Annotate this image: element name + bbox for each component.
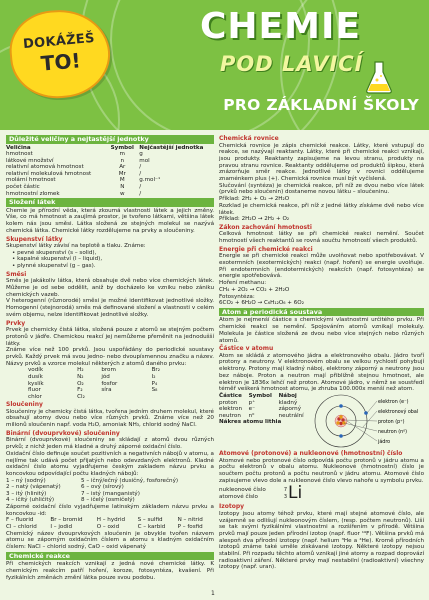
- list-item: • pevné skupenství (s – solid),: [12, 249, 97, 256]
- cell: mol: [139, 157, 150, 164]
- cell: 5 – ičný/ečný (dusičný, fosforečný): [80, 477, 179, 484]
- notation-numbers: [279, 487, 287, 501]
- cell: [152, 394, 178, 401]
- legend-shell: elektronový obal: [378, 410, 419, 415]
- cell: kyslík: [28, 380, 44, 387]
- cell: /: [139, 190, 142, 197]
- cell: /: [139, 184, 142, 191]
- table-header-row: [6, 145, 214, 152]
- cell: 2 – natý (vápenatý): [6, 484, 61, 491]
- page-number: 1: [211, 590, 215, 597]
- table-row: [6, 484, 214, 491]
- cell: H – hydrid: [96, 517, 126, 524]
- table-row: [6, 497, 214, 504]
- cell: 1 – ný (sodný): [6, 477, 46, 484]
- cell: Cl₂: [77, 393, 85, 400]
- particle-table-block: [219, 393, 311, 426]
- paragraph: Při chemických reakcích vznikají z jedná nové chemické látky. K chemickým reakcím patří hoření, koroze, fotosyntéza, kvašení. Při fyzikálních změnách změní látka pouze svou podobu.: [6, 561, 214, 581]
- cell: neutrální: [278, 412, 304, 419]
- cell: Mr: [118, 170, 126, 177]
- cell: I₂: [151, 373, 156, 380]
- cell: látkové množství: [6, 157, 54, 164]
- electron-dot: [339, 404, 343, 408]
- paragraph: Chemie je přírodní věda, která zkoumá vlastnosti látek a jejich změny. Vše, co má hmotnost a zaujímá prostor, je tvořeno látkami, většina látek kolem nás jsou směsi. Látka složená ze stejných molekul se nazývá chemická látka. Chemické látky rozdělujeme na prvky a sloučeniny.: [6, 207, 214, 234]
- atom-model-caption: Nákres atomu lithia: [219, 419, 282, 426]
- cell: neutron: [219, 412, 241, 419]
- page-title: CHEMIE: [200, 6, 361, 47]
- table-row: [28, 387, 178, 394]
- section-title-composition: Složení látek: [6, 198, 214, 207]
- cell: N – nitrid: [177, 517, 203, 524]
- col-header-symbol: Symbol: [248, 393, 272, 399]
- header-banner: [0, 0, 429, 130]
- cell: F₂: [77, 387, 83, 394]
- neutron-dot: [336, 421, 339, 424]
- table-row: [6, 191, 214, 198]
- subheading-mass-conservation: Zákon zachování hmotnosti: [219, 223, 312, 231]
- equation: 6CO₂ + 6H₂O → C₆H₁₂O₆ + 6O₂: [219, 300, 304, 307]
- table-row: [6, 517, 214, 524]
- col-header-symbol: Symbol: [110, 144, 134, 151]
- cell: n⁰: [248, 412, 255, 419]
- paragraph: Celková hmotnost látky se při chemické reakci nemění. Součet hmotností všech reaktantů se rovná součtu hmotností všech produktů.: [219, 231, 424, 245]
- cell: M: [119, 177, 125, 184]
- cell: g: [139, 151, 143, 158]
- cell: [101, 394, 151, 401]
- school-level-title: PRO ZÁKLADNÍ ŠKOLY: [223, 96, 419, 114]
- paragraph: Oxidační číslo definuje součet pozitivních a negativních nábojů v atomu, a nejlíme tak udává počet přijatých nebo odevzdaných elektronů. Kladné oxidační čislo atomu vyjadřujeme českým zakladem názvu prvku a koncovkou odpovídající počtu kladných nábojů:: [6, 450, 214, 477]
- atomic-number: 3: [283, 493, 287, 500]
- page-subtitle: POD LAVICÍ: [220, 52, 364, 76]
- cell: fosfor: [101, 380, 118, 387]
- equation-label: Hoření methanu:: [219, 280, 267, 287]
- cell: brom: [101, 367, 116, 374]
- cell: jód: [101, 373, 110, 380]
- section-title-quantities: Důležité veličiny a nejtastější jednotky: [6, 135, 214, 144]
- legend-neutron: neutron (n⁰): [378, 430, 407, 435]
- right-column: [219, 134, 424, 571]
- cell: H₂: [77, 367, 84, 374]
- table-row: [6, 164, 214, 171]
- elements-table: [28, 367, 178, 400]
- cell: 4 – ičitý (uhličitý): [6, 497, 55, 504]
- cell: síra: [101, 387, 112, 394]
- equation-label: Fotosyntéza:: [219, 293, 255, 300]
- cell: S – sulfid: [137, 517, 163, 524]
- section-title-atom: Atom a periodická soustava: [219, 308, 424, 317]
- oxidation-table: [6, 478, 214, 504]
- cell: /: [139, 164, 142, 171]
- cell: P₄: [151, 380, 158, 387]
- subheading-binary: Binární (dvouprvkové) sloučeniny: [6, 429, 120, 437]
- section-title-reactions: Chemické reakce: [6, 552, 214, 561]
- cell: e⁻: [248, 406, 256, 413]
- table-row: [6, 151, 214, 158]
- subheading-elements: Prvky: [6, 319, 26, 327]
- paragraph: Skupenství látky závisí na teplotě a tlaku. Známe:: [6, 243, 146, 250]
- cell: molární hmotnost: [6, 177, 56, 184]
- subheading-energy: Energie při chemické reakci: [219, 245, 313, 253]
- cell: O – oxid: [96, 523, 120, 530]
- paragraph: Chemický název dvouprvkových sloučenin je obvykle tvořen názvem atomu se záporným oxidačním číslem a atomu s kladným oxidačním číslem: NaCl – chlorid sodný, CaO – oxid vápenatý: [6, 530, 214, 550]
- paragraph: Chemická rovnice je zápis chemické reakce. Látky, které vstupují do reakce, se nazývají reaktanty. Látky, které při chemické reakci vznikají, jsou produkty. Reaktanty zapisujeme na levou stranu, produkty na pravou stranu rovnice. Reaktanty oddělujeme od produktů šipkou, která znázorňuje směr reakce. Jednotlivé látky v rovnici oddělujeme znaménkem plus (+). Chemická rovnice musí být vyčíslená.: [219, 142, 424, 183]
- subheading-compounds: Sloučeniny: [6, 401, 43, 409]
- paragraph: Prvek je chemicky čistá látka, složená pouze z atomů se stejným počtem protonů v jádře. Chemickou reakcí jej nemůžeme přeměnit na jednodušší látky.: [6, 327, 214, 347]
- legend-electron: elektron (e⁻): [378, 400, 409, 405]
- cell: chlor: [28, 393, 42, 400]
- cell: 8 – ičelý (osmičelý): [80, 497, 135, 504]
- cell: P – fosfid: [177, 523, 203, 530]
- flask-icon: [365, 60, 393, 94]
- paragraph: Směs je jakákoliv látka, která obsahuje dvě nebo více chemických látek. Můžeme je od sebe oddělit, aniž by docházelo ke vzniku nebo zániku chemických vazeb.: [6, 278, 214, 298]
- paragraph: Rozklad je chemická reakce, při níž z jedné látky získáme dvě nebo více látek.: [219, 202, 424, 216]
- label-nucleon-number: nukleonové číslo: [219, 487, 266, 494]
- cell: m: [119, 151, 125, 158]
- paragraph: Binární (dvouprvkové) sloučeniny se skládají z atomů dvou různých prvků; z nichž jeden má kladné a druhý záporné oxidační číslo.: [6, 437, 214, 451]
- cell: N: [120, 184, 125, 191]
- legend-nucleus: jádro: [378, 440, 391, 445]
- cell: vodík: [28, 367, 44, 374]
- cell: n: [120, 157, 125, 164]
- cell: 6 – ový (sírový): [80, 484, 124, 491]
- cell: S₈: [151, 387, 158, 394]
- cell: O₂: [77, 380, 84, 387]
- col-header-quantity: Veličina: [6, 144, 31, 151]
- negative-ox-table: [6, 517, 214, 530]
- cell: počet částic: [6, 184, 40, 191]
- lithium-symbol: Li: [288, 483, 303, 504]
- cell: hmotnost: [6, 151, 33, 158]
- cell: záporný: [278, 406, 302, 413]
- quantities-table: [6, 145, 214, 198]
- table-row: [28, 374, 178, 381]
- table-row: [219, 406, 311, 413]
- neutron-dot: [339, 415, 342, 418]
- badge-line-1: DOKÁŽEŠ: [22, 30, 96, 53]
- table-row: [6, 524, 214, 531]
- cell: Br₂: [151, 367, 160, 374]
- paragraph: Atom je nejmenší částice s chemickými vlastnostmi určitého prvku. Při chemické reakci se nemění. Spojováním atomů vznikají molekuly. Molekula je částice složená ze dvou nebo více stejných nebo různých atomů.: [219, 317, 424, 344]
- table-row: [6, 184, 214, 191]
- paragraph: Záporné oxidační číslo vyjadřujeme latinským základem názvu prvku a koncovkou -id:: [6, 503, 214, 517]
- equation: Příklad: 2H₂O → 2H₂ + O₂: [219, 216, 290, 223]
- label-atomic-number: atomové číslo: [219, 493, 258, 500]
- subheading-equation: Chemická rovnice: [219, 135, 279, 142]
- cell: Cl – chlorid: [6, 523, 37, 530]
- paragraph: Atom se skládá z atomového jádra a elektronového obalu. Jádro tvoří protony a neutrony. V elektronovém obalu se velkou rychlostí pohybují elektrony. Protony mají kladný náboj, elektrony záporný a neutrony jsou bez náboje. Proton a neutron mají přibližně stejnou hmotnost, ale elektron je 1836x lehčí než proton. Atomové jádro, v němž se soustředí téměř veškerá hmotnost atomu, je zhruba 100.000x menší než atom.: [219, 352, 424, 393]
- cell: w: [119, 190, 125, 197]
- proton-dot: [339, 422, 342, 425]
- cell: 3 – itý (hlinitý): [6, 490, 47, 497]
- cell: relativní atomová hmotnost: [6, 164, 84, 171]
- cell: I – jodid: [50, 523, 73, 530]
- atom-block: [219, 393, 424, 449]
- cell: /: [139, 170, 142, 177]
- cell: kladný: [278, 399, 298, 406]
- left-column: [6, 134, 214, 581]
- cell: dusík: [28, 373, 43, 380]
- equation: Příklad: 2H₂ + O₂ → 2H₂O: [219, 196, 290, 203]
- electron-dot: [339, 434, 343, 438]
- list-item: • kapalné skupenství (l – liquid),: [12, 256, 103, 263]
- subheading-states: Skupenství látky: [6, 235, 63, 243]
- paragraph: Izotopy jsou atomy téhož prvku, které mají stejné atomové číslo, ale vzájemně se odlišují nukleonovým číslem, (resp. počtem neutronů). Liší se tak svými fyzikálními vlastnostmi a rozšířením v přírodě. Většina prvků mají pouze jeden přírodní izotop (např. fluor ¹⁹F). Většina prvků má alespoň dva přírodní izotopy (např. helium ³He a ⁴He). Kromě přírodních izotopů známe také uměle získávané izotopy. Některé izotopy nejsou stabilní. Při rozpadu těchto atomů vznikají jiné atomy a rozpad doprovází radioaktivní záření. Některé prvky mají nestabilní (radioaktivní) všechny izotopy (např. uran).: [219, 510, 424, 571]
- notation-labels: [219, 487, 279, 500]
- paragraph: Energie se při chemické reakci může uvolňovat nebo spotřebovávat. V exotermních (exotermických) reakci (např. hoření) se energie uvolňuje. Při endotermních (endotermických) reakcích (např. fotosyntéza) se energie spotřebovává.: [219, 253, 424, 280]
- cell: p⁺: [248, 399, 256, 406]
- paragraph: Atomové nebo protonové číslo odpovídá počtu protonů v jádru atomu a počtu elektronů v obalu atomu. Nukleonové (hmotnostní) číslo je součtem počtu protonů a počtu neutronů v jádru atomu. Atomové číslo zapisujeme vlevo dole a nukleonové číslo vlevo nahoře u symbolu prvku.: [219, 457, 424, 484]
- table-row: [28, 367, 178, 374]
- list-item: • plynné skupenství (g – gas).: [12, 263, 96, 270]
- cell: 7 – istý (manganistý): [80, 490, 140, 497]
- badge-line-2: TO!: [39, 48, 82, 76]
- cell: fluor: [28, 387, 41, 394]
- table-row: [28, 394, 178, 401]
- cell: Ar: [119, 164, 126, 171]
- cell: g.mol⁻¹: [139, 177, 161, 184]
- subheading-particles: Částice v atomu: [219, 345, 274, 353]
- nucleon-number: 7: [283, 486, 287, 493]
- cell: hmotnostní zlomek: [6, 190, 60, 197]
- col-header-unit: Nejčastější jednotka: [139, 144, 204, 151]
- particle-table: [219, 393, 311, 419]
- lithium-notation: [219, 485, 424, 502]
- lithium-atom-diagram: [311, 393, 423, 449]
- col-header-charge: Náboj: [278, 393, 297, 399]
- cell: C – karbid: [137, 523, 166, 530]
- table-header-row: [219, 393, 311, 400]
- paragraph: Slučování (syntéza) je chemická reakce, při níž ze dvou nebo více látek (prvků nebo sloučenin) dostaneme novou látku – sloučeninu.: [219, 182, 424, 196]
- col-header-particle: Částice: [219, 393, 242, 399]
- legend-proton: proton (p⁺): [378, 420, 405, 425]
- cell: relativní molekulová hmotnost: [6, 170, 92, 177]
- paragraph: Sloučeniny je chemicky čistá látka, tvořena jedním druhem molekul, které obsahují atomy dvou nebo více různých prvků. Známe více než 20 milionů sloučenin např. voda H₂O, amoniak NH₃, chlorid sodný NaCl.: [6, 408, 214, 429]
- cell: N₂: [77, 373, 84, 380]
- subheading-mixtures: Směsi: [6, 270, 27, 278]
- cell: Br – bromid: [50, 517, 83, 524]
- subheading-atomic-number: Atomové (protonové) a nukleonové (hmotnostní) číslo: [219, 450, 403, 457]
- equation: CH₄ + 2O₂ → CO₂ + 2H₂O: [219, 286, 290, 293]
- cell: elektron: [219, 406, 243, 413]
- cell: F – fluorid: [6, 517, 34, 524]
- paragraph: V heterogenní (různorodé) směsi je možné identifikovat jednotlivé složky. Homogenní (stejnorodá) směs má definované složení a vlastnosti v celém svém objemu, nelze identifikovat jednotlivé složky.: [6, 298, 214, 318]
- cell: proton: [219, 399, 238, 406]
- paragraph: Známe více než 100 prvků. Jsou uspořádány do periodické soustavy prvků. Každý prvek má svou jedno- nebo dvoupísmennou značku a název. Názvy prvků a vzorce molekul některých z atomů daného prvku:: [6, 347, 214, 367]
- subheading-isotopes: Izotopy: [219, 503, 245, 511]
